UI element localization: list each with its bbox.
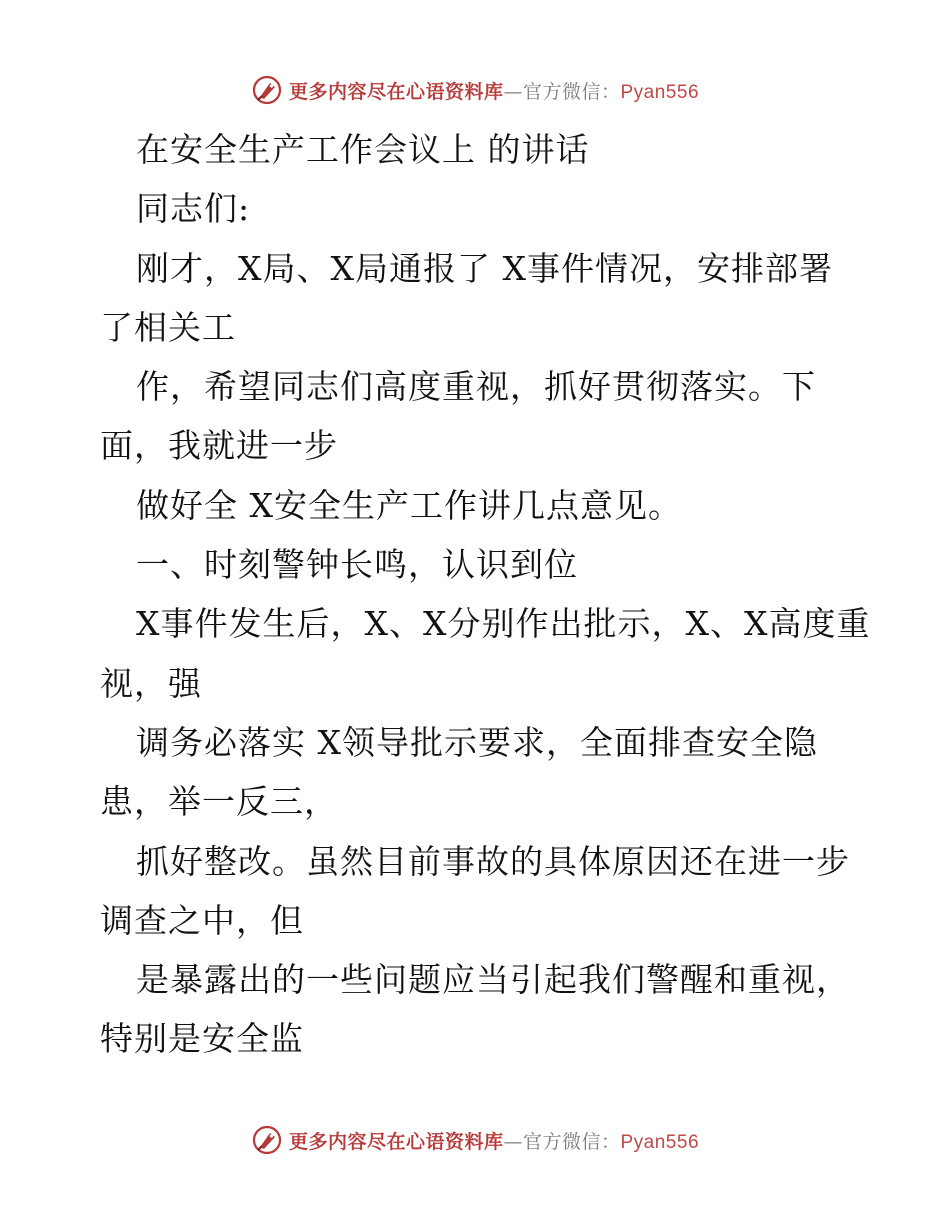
watermark-label: 官方微信： [522, 80, 621, 103]
watermark-account: Pyan556 [620, 81, 700, 103]
watermark-link-text[interactable]: 更多内容尽在心语资料库 [288, 1130, 504, 1153]
paragraph-line: 刚才，X局、X局通报了 X事件情况，安排部署 [136, 248, 833, 288]
pen-nib-icon [251, 74, 283, 106]
paragraph-line: 做好全 X安全生产工作讲几点意见。 [136, 485, 682, 525]
watermark-label: 官方微信： [522, 1130, 621, 1153]
document-body [100, 120, 871, 1069]
paragraph-line: 是暴露出的一些问题应当引起我们警醒和重视， [136, 960, 850, 1000]
watermark-dash: — [503, 80, 523, 103]
paragraph-line: 面，我就进一步 [100, 426, 338, 466]
document-title: 在安全生产工作会议上 的讲话 [136, 130, 590, 169]
watermark-dash: — [503, 1130, 523, 1153]
watermark-link-text[interactable]: 更多内容尽在心语资料库 [288, 80, 504, 103]
watermark-account: Pyan556 [620, 1131, 700, 1153]
section-heading: 一、时刻警钟长鸣，认识到位 [136, 545, 578, 585]
paragraph-line: 作，希望同志们高度重视，抓好贯彻落实。下 [136, 367, 816, 407]
salutation: 同志们: [136, 189, 251, 229]
watermark-text [289, 1127, 699, 1154]
paragraph-line: 了相关工 [100, 307, 236, 347]
paragraph-line: 视，强 [100, 663, 202, 703]
paragraph-line: 患，举一反三， [100, 782, 338, 822]
paragraph-line: 调查之中，但 [100, 900, 304, 940]
header-watermark [0, 70, 950, 110]
paragraph-line: 特别是安全监 [100, 1019, 304, 1059]
footer-watermark [0, 1120, 950, 1160]
pen-nib-icon [251, 1124, 283, 1156]
paragraph-line: 抓好整改。虽然目前事故的具体原因还在进一步 [136, 841, 850, 881]
watermark-text [289, 77, 699, 104]
paragraph-line: X事件发生后，X、X分别作出批示，X、X高度重 [136, 604, 871, 644]
paragraph-line: 调务必落实 X领导批示要求，全面排查安全隐 [136, 722, 818, 762]
